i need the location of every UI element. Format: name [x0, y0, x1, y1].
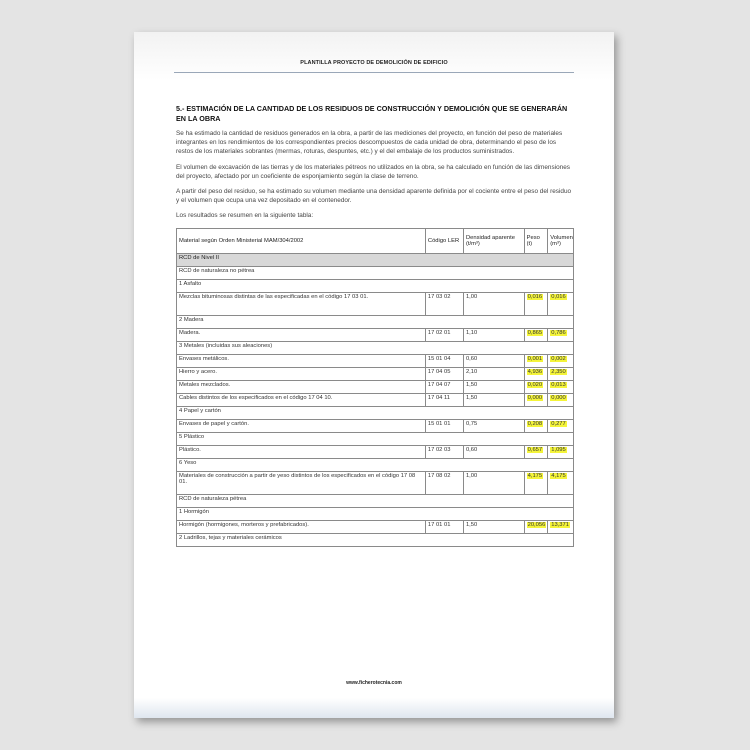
highlighted-value: 0,001: [527, 355, 543, 362]
highlighted-value: 0,208: [527, 420, 543, 427]
cell-peso: [524, 520, 548, 533]
cell-material: Envases metálicos.: [177, 354, 426, 367]
highlighted-value: 0,002: [551, 355, 566, 362]
cell-codigo: 17 08 02: [425, 471, 463, 494]
table-body: [177, 253, 574, 546]
cell-peso: [524, 380, 548, 393]
cell-peso: [524, 354, 548, 367]
page-content: [176, 104, 574, 547]
highlighted-value: 0,013: [551, 381, 566, 388]
cell-codigo: 17 04 11: [425, 393, 463, 406]
row-label: 2 Madera: [177, 315, 574, 328]
cell-material: Materiales de construcción a partir de yeso distintos de los especificados en el código 17 08 01.: [177, 471, 426, 494]
table-category-row: [177, 432, 574, 445]
paragraph-1: Se ha estimado la cantidad de residuos generados en la obra, a partir de las mediciones del proyecto, en función del peso de materiales integrantes en los rendimientos de los correspondientes precios descompuestos de cada unidad de obra, determinando el peso de los restos de los materiales sobrantes (mermas, roturas, despuntes, etc.) y el del embalaje de los productos suministrados.: [176, 130, 563, 156]
table-row: [177, 292, 574, 315]
cell-volumen: [548, 354, 574, 367]
table-row: [177, 393, 574, 406]
table-category-row: [177, 279, 574, 292]
cell-densidad: 0,75: [463, 419, 524, 432]
paragraph-3: A partir del peso del residuo, se ha estimado su volumen mediante una densidad aparente definida por el cociente entre el peso del residuo y el volumen que ocupa una vez depositado en el contenedor.: [176, 188, 572, 205]
highlighted-value: 0,016: [527, 293, 543, 300]
table-category-row: [177, 494, 574, 507]
table-level-row: [177, 253, 574, 266]
cell-codigo: 15 01 01: [425, 419, 463, 432]
cell-material: Madera.: [177, 328, 426, 341]
highlighted-value: 0,020: [527, 381, 543, 388]
highlighted-value: 0,277: [551, 420, 566, 427]
table-row: [177, 445, 574, 458]
cell-material: Cables distintos de los especificados en el código 17 04 10.: [177, 393, 426, 406]
cell-peso: [524, 419, 548, 432]
cell-material: Hormigón (hormigones, morteros y prefabricados).: [177, 520, 426, 533]
table-header-row: [177, 228, 574, 253]
cell-material: Hierro y acero.: [177, 367, 426, 380]
paragraph-2: El volumen de excavación de las tierras y de los materiales pétreos no utilizados en la obra, se ha calculado en función de las dimensiones del proyecto, afectado por un coeficiente de esponjamiento según la clase de terreno.: [176, 163, 570, 180]
table-category-row: [177, 341, 574, 354]
cell-volumen: [548, 419, 574, 432]
cell-volumen: [548, 328, 574, 341]
cell-volumen: [548, 393, 574, 406]
highlighted-value: 0,000: [551, 394, 566, 401]
cell-material: Metales mezclados.: [177, 380, 426, 393]
header-divider: [174, 72, 574, 73]
cell-codigo: 17 04 07: [425, 380, 463, 393]
row-label: 4 Papel y cartón: [177, 406, 574, 419]
highlighted-value: 1,095: [551, 446, 566, 453]
table-row: [177, 328, 574, 341]
row-label: RCD de naturaleza no pétrea: [177, 266, 574, 279]
row-label: 5 Plástico: [177, 432, 574, 445]
cell-densidad: 0,60: [463, 354, 524, 367]
highlighted-value: 2,350: [551, 368, 566, 375]
table-category-row: [177, 315, 574, 328]
table-row: [177, 419, 574, 432]
table-category-row: [177, 533, 574, 546]
cell-volumen: [548, 471, 574, 494]
cell-densidad: 0,60: [463, 445, 524, 458]
cell-densidad: 1,50: [463, 380, 524, 393]
table-category-row: [177, 266, 574, 279]
highlighted-value: 4,175: [551, 472, 566, 479]
header-volumen: Volumen (m³): [548, 228, 574, 253]
table-row: [177, 367, 574, 380]
cell-volumen: [548, 380, 574, 393]
cell-peso: [524, 471, 548, 494]
cell-codigo: 17 02 01: [425, 328, 463, 341]
residuos-table: [176, 228, 574, 547]
header-peso: Peso (t): [524, 228, 548, 253]
row-label: 1 Hormigón: [177, 507, 574, 520]
cell-peso: [524, 292, 548, 315]
table-category-row: [177, 507, 574, 520]
cell-densidad: 1,00: [463, 292, 524, 315]
cell-volumen: [548, 445, 574, 458]
row-label: 2 Ladrillos, tejas y materiales cerámicos: [177, 533, 574, 546]
row-label: 6 Yeso: [177, 458, 574, 471]
cell-material: Envases de papel y cartón.: [177, 419, 426, 432]
highlighted-value: 0,016: [551, 293, 566, 300]
highlighted-value: 4,175: [527, 472, 543, 479]
cell-densidad: 2,10: [463, 367, 524, 380]
highlighted-value: 13,371: [551, 521, 569, 528]
row-label: RCD de naturaleza pétrea: [177, 494, 574, 507]
paragraph-4: Los resultados se resumen en la siguiente tabla:: [176, 212, 314, 220]
highlighted-value: 0,657: [527, 446, 543, 453]
highlighted-value: 0,000: [527, 394, 543, 401]
cell-volumen: [548, 292, 574, 315]
highlighted-value: 0,865: [527, 329, 543, 336]
highlighted-value: 4,936: [527, 368, 543, 375]
cell-codigo: 17 04 05: [425, 367, 463, 380]
cell-codigo: 15 01 04: [425, 354, 463, 367]
document-page: [134, 32, 614, 718]
cell-codigo: 17 02 03: [425, 445, 463, 458]
header-title: PLANTILLA PROYECTO DE DEMOLICIÓN DE EDIFICIO: [300, 60, 448, 66]
highlighted-value: 20,056: [527, 521, 546, 528]
cell-densidad: 1,10: [463, 328, 524, 341]
table-category-row: [177, 406, 574, 419]
cell-codigo: 17 01 01: [425, 520, 463, 533]
cell-peso: [524, 445, 548, 458]
cell-codigo: 17 03 02: [425, 292, 463, 315]
highlighted-value: 0,786: [551, 329, 566, 336]
footer-url: www.ficherotecnia.com: [346, 680, 402, 686]
table-row: [177, 354, 574, 367]
cell-peso: [524, 367, 548, 380]
row-label: 3 Metales (incluidas sus aleaciones): [177, 341, 574, 354]
table-row: [177, 520, 574, 533]
row-label: RCD de Nivel II: [177, 253, 574, 266]
cell-volumen: [548, 520, 574, 533]
table-row: [177, 471, 574, 494]
cell-peso: [524, 393, 548, 406]
cell-peso: [524, 328, 548, 341]
cell-densidad: 1,50: [463, 393, 524, 406]
table-row: [177, 380, 574, 393]
cell-volumen: [548, 367, 574, 380]
page-footer: [134, 698, 614, 718]
row-label: 1 Asfalto: [177, 279, 574, 292]
header-codigo: Código LER: [425, 228, 463, 253]
cell-densidad: 1,50: [463, 520, 524, 533]
header-densidad: Densidad aparente (t/m³): [463, 228, 524, 253]
section-title: 5.- ESTIMACIÓN DE LA CANTIDAD DE LOS RESIDUOS DE CONSTRUCCIÓN Y DEMOLICIÓN QUE SE GENERARÁN EN LA OBRA: [176, 104, 568, 123]
cell-material: Plástico.: [177, 445, 426, 458]
table-category-row: [177, 458, 574, 471]
cell-densidad: 1,00: [463, 471, 524, 494]
header-material: Material según Orden Ministerial MAM/304/2002: [177, 228, 426, 253]
cell-material: Mezclas bituminosas distintas de las especificadas en el código 17 03 01.: [177, 292, 426, 315]
